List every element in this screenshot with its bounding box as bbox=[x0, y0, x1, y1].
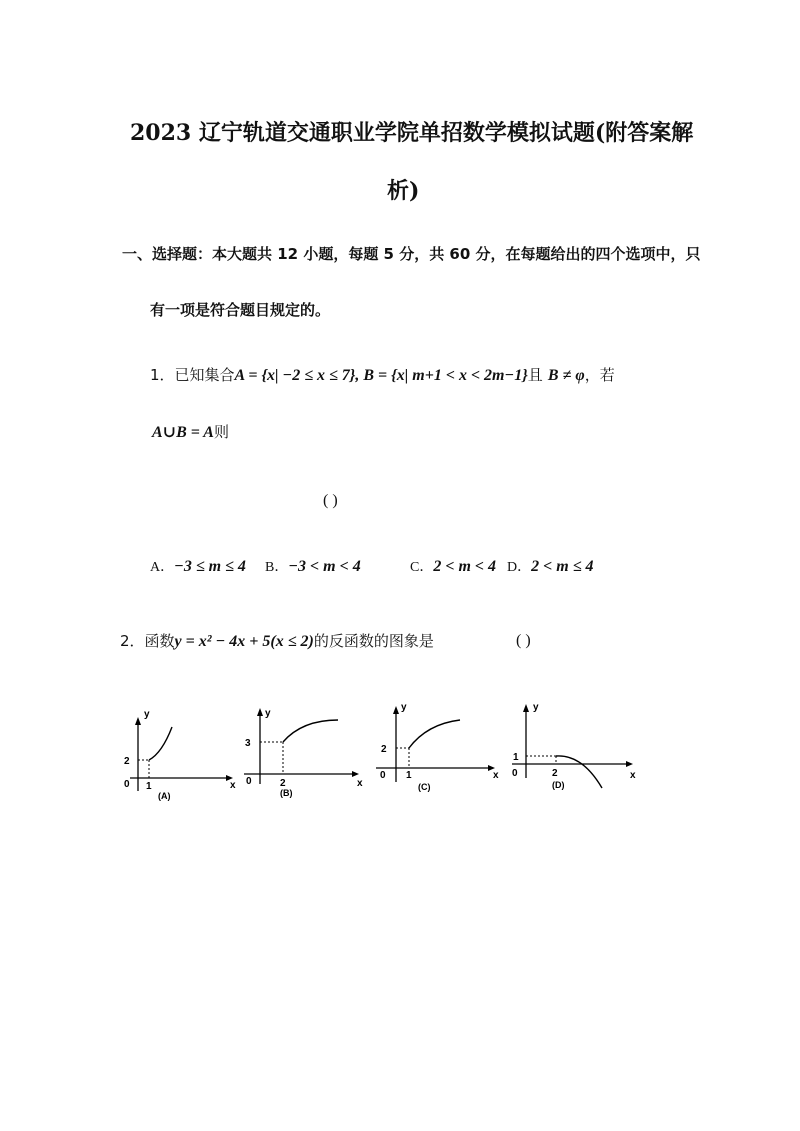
y-axis-label: y bbox=[265, 708, 271, 719]
x-axis-arrow bbox=[352, 771, 359, 777]
option-a-label: A． bbox=[150, 560, 175, 575]
then-text: 则 bbox=[213, 423, 229, 441]
option-a-expression: −3 ≤ m ≤ 4 bbox=[174, 558, 246, 575]
question-2-number: 2．函数 bbox=[120, 632, 175, 650]
nonempty-condition: B ≠ φ bbox=[547, 367, 585, 384]
graph-a bbox=[118, 705, 240, 805]
graph-caption: (D) bbox=[552, 780, 565, 790]
origin-label: 0 bbox=[246, 776, 252, 787]
x-tick-label: 2 bbox=[552, 768, 558, 779]
x-axis-arrow bbox=[626, 761, 633, 767]
x-tick-label: 2 bbox=[280, 778, 286, 789]
curve bbox=[409, 720, 460, 748]
section-heading-continuation: 有一项是符合题目规定的。 bbox=[150, 301, 331, 319]
option-c-label: C． bbox=[410, 560, 434, 575]
question-1-line2 bbox=[152, 421, 229, 442]
y-tick-label: 3 bbox=[245, 738, 251, 749]
x-axis-label: x bbox=[630, 770, 636, 781]
question-1-answer-blank: ( ) bbox=[323, 492, 338, 509]
graph-c bbox=[372, 698, 502, 798]
conjunction-text: 且 bbox=[527, 366, 543, 384]
graph-caption: (C) bbox=[418, 782, 431, 792]
question-1-line1 bbox=[150, 364, 615, 385]
origin-label: 0 bbox=[512, 768, 518, 779]
option-b-expression: −3 < m < 4 bbox=[288, 558, 361, 575]
origin-label: 0 bbox=[380, 770, 386, 781]
page-title-continuation: 析) bbox=[387, 178, 420, 204]
question-2-answer-blank: ( ) bbox=[516, 632, 531, 649]
section-heading: 一、选择题：本大题共 12 小题，每题 5 分，共 60 分，在每题给出的四个选项中，只 bbox=[122, 245, 701, 263]
y-axis-arrow bbox=[135, 717, 141, 725]
graph-caption: (A) bbox=[158, 791, 171, 801]
y-tick-label: 2 bbox=[381, 744, 387, 755]
set-a-expression: A = {x| −2 ≤ x ≤ 7} bbox=[234, 367, 356, 384]
curve bbox=[283, 720, 338, 742]
x-axis-label: x bbox=[230, 780, 236, 791]
graph-b bbox=[240, 700, 370, 802]
option-a bbox=[150, 556, 246, 576]
option-b-label: B． bbox=[265, 560, 289, 575]
curve bbox=[149, 727, 172, 760]
y-tick-label: 2 bbox=[124, 756, 130, 767]
option-b bbox=[265, 556, 361, 576]
set-b-expression: , B = {x| m+1 < x < 2m−1} bbox=[355, 367, 528, 384]
option-c-expression: 2 < m < 4 bbox=[433, 558, 497, 575]
option-d bbox=[507, 556, 593, 576]
x-tick-label: 1 bbox=[146, 781, 152, 792]
question-2-text: 的反函数的图象是 bbox=[313, 632, 434, 650]
x-tick-label: 1 bbox=[406, 770, 412, 781]
option-c bbox=[410, 556, 496, 576]
y-tick-label: 1 bbox=[513, 752, 519, 763]
if-text: ，若 bbox=[584, 366, 615, 384]
function-expression: y = x² − 4x + 5(x ≤ 2) bbox=[174, 633, 314, 650]
graph-caption: (B) bbox=[280, 788, 293, 798]
union-expression: A∪B = A bbox=[152, 424, 214, 441]
y-axis-arrow bbox=[393, 706, 399, 714]
graph-d bbox=[508, 698, 640, 798]
y-axis-label: y bbox=[533, 702, 539, 713]
option-d-label: D． bbox=[507, 560, 532, 575]
question-2 bbox=[120, 630, 434, 651]
y-axis-label: y bbox=[144, 709, 150, 720]
origin-label: 0 bbox=[124, 779, 130, 790]
page-title: 2023 辽宁轨道交通职业学院单招数学模拟试题(附答案解 bbox=[130, 120, 694, 146]
y-axis-arrow bbox=[523, 704, 529, 712]
option-d-expression: 2 < m ≤ 4 bbox=[531, 558, 594, 575]
question-1-number: 1．已知集合 bbox=[150, 366, 235, 384]
y-axis-label: y bbox=[401, 702, 407, 713]
x-axis-label: x bbox=[357, 778, 363, 789]
y-axis-arrow bbox=[257, 708, 263, 716]
x-axis-label: x bbox=[493, 770, 499, 781]
